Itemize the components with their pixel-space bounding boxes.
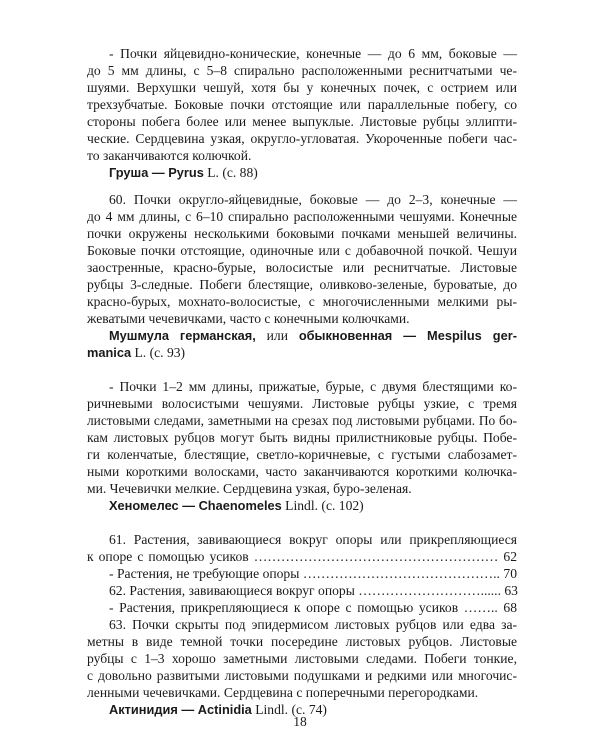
genus-heading-mespilus: Мушмула германская, или обыкновенная — Mespilus ger- (109, 328, 517, 343)
text-line: почки окружены несколькими боковыми почками меньшей величины. (87, 226, 517, 241)
text-line: до 5 мм длины, с 5–8 спирально расположенными реснитчатыми че- (87, 63, 517, 78)
text-line: красно-бурых, мохнато-волосистые, с многочисленными мелкими ры- (87, 294, 517, 309)
text-line: с довольно развитыми листовыми подушками и редкими или многочис- (87, 668, 517, 683)
text-line: трехзубчатые. Боковые почки отстоящие или параллельные побегу, со (87, 97, 517, 112)
text-line: шуями. Верхушки чешуй, хотя бы у конечных почек, с острием или (87, 80, 517, 95)
text-line: ми. Чечевички мелкие. Сердцевина узкая, буро-зеленая. (87, 481, 412, 496)
text-line: листовыми следами, заметными на срезах под листовыми рубцами. По бо- (87, 413, 517, 428)
text-line: 63. Почки скрыты под эпидермисом листовых рубцов или едва за- (109, 617, 517, 632)
key-entry-62-alt: - Растения, прикрепляющиеся к опоре с помощью усиков …….. 68 (109, 600, 517, 615)
text-line: 60. Почки округло-яйцевидные, боковые — до 2–3, конечные — (109, 192, 517, 207)
text-line: ги коленчатые, блестящие, светло-коричневые, с густыми слабозамет- (87, 447, 517, 462)
text-line: ными короткими волосками, часто заканчиваются короткими колючка- (87, 464, 517, 479)
text-line: ричневыми волосистыми чешуями. Листовые рубцы узкие, с тремя (87, 396, 517, 411)
key-entry-62: 62. Растения, завивающиеся вокруг опоры ………………………...... 63 (109, 583, 518, 598)
genus-heading-mespilus-cont: manica L. (с. 93) (87, 345, 186, 360)
text-line: до 4 мм длины, с 6–10 спирально расположенными чешуями. Конечные (87, 209, 517, 224)
genus-heading-pyrus: Груша — Pyrus L. (с. 88) (109, 165, 258, 180)
text-line: метны в виде темной точки посередине листовых рубцов. Листовые (87, 634, 517, 649)
genus-heading-chaenomeles: Хеномелес — Chaenomeles Lindl. (с. 102) (109, 498, 364, 513)
text-line: Боковые почки отстоящие, одиночные или с добавочной почкой. Чешуи (87, 243, 517, 258)
page-number: 18 (293, 714, 307, 729)
text-line: - Почки яйцевидно-конические, конечные — до 6 мм, боковые — (109, 46, 517, 61)
key-entry-61-cont: к опоре с помощью усиков ……………………………………………… 62 (87, 549, 517, 564)
text-line: стороны побега более или менее выпуклые. Листовые рубцы эллипти- (87, 114, 517, 129)
key-entry-61: 61. Растения, завивающиеся вокруг опоры или прикрепляющиеся (109, 532, 517, 547)
text-line: то заканчиваются колючкой. (87, 148, 252, 163)
text-line: рубцы с 1–3 хорошо заметными листовыми следами. Побеги тонкие, (87, 651, 517, 666)
text-line: ленными чечевичками. Сердцевина с поперечными перегородками. (87, 685, 479, 700)
text-line: заостренные, красно-бурые, волосистые или реснитчатые. Листовые (87, 260, 517, 275)
genus-heading-actinidia: Актинидия — Actinidia Lindl. (с. 74) (109, 702, 327, 717)
text-line: ческие. Сердцевина узкая, округло-угловатая. Укороченные побеги час- (87, 131, 517, 146)
text-line: рубцы 3-следные. Побеги блестящие, оливково-зеленые, буроватые, до (87, 277, 517, 292)
text-line: жеватыми чечевичками, часто с конечными колючками. (87, 311, 410, 326)
key-entry-61-alt: - Растения, не требующие опоры …………………………………….. 70 (109, 566, 517, 581)
text-line: кам листовых рубцов могут быть видны прилистниковые рубцы. Побе- (87, 430, 517, 445)
text-line: - Почки 1–2 мм длины, прижатые, бурые, с двумя блестящими ко- (109, 379, 517, 394)
